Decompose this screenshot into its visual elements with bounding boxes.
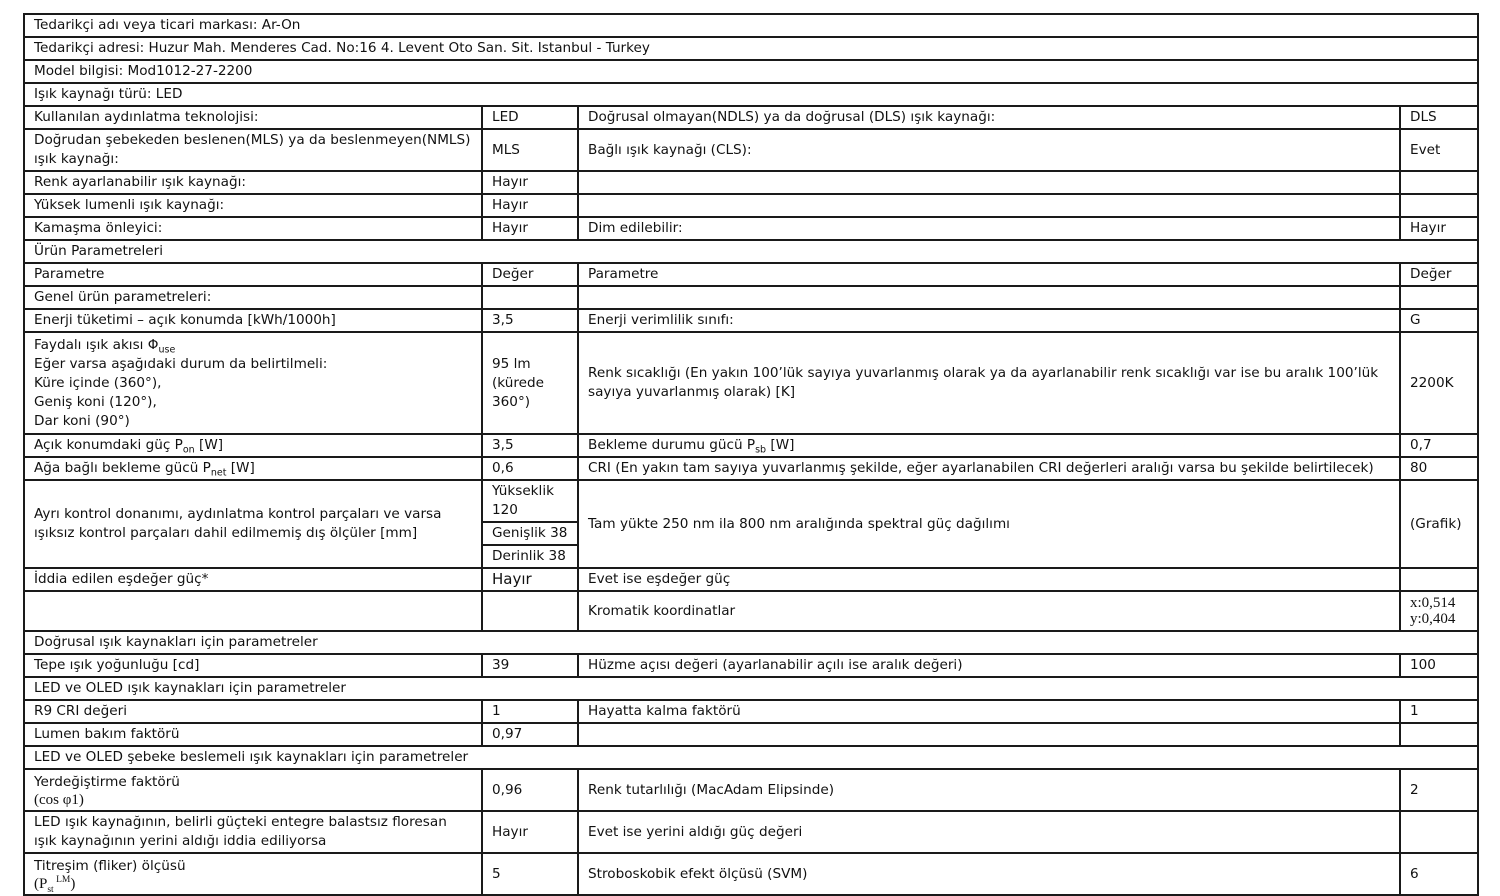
row-energy <box>24 309 1478 332</box>
cell-empty <box>1400 723 1478 746</box>
superscript: LM <box>53 874 71 885</box>
row-anti-glare <box>24 217 1478 240</box>
row-dimensions-height <box>24 480 1478 522</box>
cell-label: Enerji tüketimi – açık konumda [kWh/1000h] <box>24 309 482 332</box>
row-product-params-title <box>24 240 1478 263</box>
cell-value: 0,7 <box>1400 434 1478 457</box>
cell-value: 80 <box>1400 457 1478 480</box>
supplier-address: Tedarikçi adresi: Huzur Mah. Menderes Cad. No:16 4. Levent Oto San. Sit. Istanbul - Turkey <box>24 37 1478 60</box>
cell-label: Ayrı kontrol donanımı, aydınlatma kontrol parçaları ve varsa ışıksız kontrol parçaları dahil edilmemiş dış ölçüler [mm] <box>24 480 482 568</box>
cell-label: CRI (En yakın tam sayıya yuvarlanmış şekilde, eğer ayarlanabilen CRI değerleri aralığı varsa bu şekilde belirtilecek) <box>578 457 1400 480</box>
row-dls-title <box>24 631 1478 654</box>
cell-label: Kamaşma önleyici: <box>24 217 482 240</box>
header-value: Değer <box>482 263 578 286</box>
row-general-title <box>24 286 1478 309</box>
row-technology <box>24 106 1478 129</box>
header-value: Değer <box>1400 263 1478 286</box>
cell-value <box>1400 568 1478 591</box>
cell-empty <box>482 591 578 631</box>
cell-value: Hayır <box>482 811 578 853</box>
formula-text: ) <box>70 875 76 892</box>
label-text: Ağa bağlı bekleme gücü P <box>34 460 211 476</box>
cell-value: DLS <box>1400 106 1478 129</box>
flux-line: Küre içinde (360°), <box>34 374 162 391</box>
cell-label <box>24 853 482 895</box>
row-color-tunable <box>24 171 1478 194</box>
flux-line <box>34 336 472 355</box>
dimension-depth: Derinlik 38 <box>482 545 578 568</box>
section-title: LED ve OLED ışık kaynakları için parametreler <box>24 677 1478 700</box>
label-text: Açık konumdaki güç P <box>34 437 183 453</box>
cell-label: Enerji verimlilik sınıfı: <box>578 309 1400 332</box>
row-net-standby <box>24 457 1478 480</box>
row-cfl-replacement <box>24 811 1478 853</box>
row-high-lumen <box>24 194 1478 217</box>
row-equivalent-power <box>24 568 1478 591</box>
formula-text: (P <box>34 875 48 892</box>
row-light-source-type <box>24 83 1478 106</box>
cell-value: (Grafik) <box>1400 480 1478 568</box>
cell-label <box>24 457 482 480</box>
cell-label: Bağlı ışık kaynağı (CLS): <box>578 129 1400 171</box>
label-text: Yerdeğiştirme faktörü <box>34 773 180 790</box>
section-title: Ürün Parametreleri <box>24 240 1478 263</box>
cell-empty <box>1400 286 1478 309</box>
flux-subscript: use <box>158 344 176 356</box>
subscript: sb <box>755 444 767 456</box>
row-chromaticity <box>24 591 1478 631</box>
cell-label-flux <box>24 332 482 434</box>
row-lumen-maintenance <box>24 723 1478 746</box>
cell-label: İddia edilen eşdeğer güç* <box>24 568 482 591</box>
row-supplier-name <box>24 14 1478 37</box>
cell-value: 1 <box>482 700 578 723</box>
cell-label: Hüzme açısı değeri (ayarlanabilir açılı ise aralık değeri) <box>578 654 1400 677</box>
cell-label: Tepe ışık yoğunluğu [cd] <box>24 654 482 677</box>
cell-value: 3,5 <box>482 309 578 332</box>
chromaticity-y: y:0,404 <box>1410 611 1456 627</box>
row-flux <box>24 332 1478 434</box>
flux-label: Faydalı ışık akısı Φ <box>34 336 159 353</box>
cell-value: 0,6 <box>482 457 578 480</box>
cell-empty <box>1400 171 1478 194</box>
light-source-type: Işık kaynağı türü: LED <box>24 83 1478 106</box>
cell-value: 39 <box>482 654 578 677</box>
cell-value: 0,96 <box>482 769 578 811</box>
cell-label <box>24 769 482 811</box>
cell-label: Yüksek lumenli ışık kaynağı: <box>24 194 482 217</box>
cell-value: LED <box>482 106 578 129</box>
cell-label <box>578 434 1400 457</box>
label-formula: (cos φ1) <box>34 791 84 808</box>
subscript: on <box>182 444 195 456</box>
row-param-header <box>24 263 1478 286</box>
subscript: st <box>47 884 54 895</box>
cell-value: MLS <box>482 129 578 171</box>
product-information-sheet <box>23 13 1479 896</box>
chromaticity-values <box>1400 591 1478 631</box>
label-text: Bekleme durumu gücü P <box>588 437 756 453</box>
cell-empty <box>578 286 1400 309</box>
cell-value: Hayır <box>482 194 578 217</box>
cell-label: Stroboskobik efekt ölçüsü (SVM) <box>578 853 1400 895</box>
cell-label: Kromatik koordinatlar <box>578 591 1400 631</box>
cell-value: Hayır <box>482 217 578 240</box>
supplier-name: Tedarikçi adı veya ticari markası: Ar-On <box>24 14 1478 37</box>
cell-label: LED ışık kaynağının, belirli güçteki entegre balastsız floresan ışık kaynağının yerini aldığı iddia ediliyorsa <box>24 811 482 853</box>
row-flicker <box>24 853 1478 895</box>
section-title: Genel ürün parametreleri: <box>24 286 482 309</box>
flux-line: Dar koni (90°) <box>34 412 130 429</box>
cell-value: 1 <box>1400 700 1478 723</box>
cell-label: R9 CRI değeri <box>24 700 482 723</box>
header-parameter: Parametre <box>24 263 482 286</box>
cell-label: Renk ayarlanabilir ışık kaynağı: <box>24 171 482 194</box>
flux-line: Eğer varsa aşağıdaki durum da belirtilmeli: <box>34 355 328 372</box>
cell-label: Tam yükte 250 nm ila 800 nm aralığında spektral güç dağılımı <box>578 480 1400 568</box>
cell-label: Renk tutarlılığı (MacAdam Elipsinde) <box>578 769 1400 811</box>
cell-value: Hayır <box>482 171 578 194</box>
cell-value: Hayır <box>482 568 578 591</box>
section-title: LED ve OLED şebeke beslemeli ışık kaynakları için parametreler <box>24 746 1478 769</box>
cell-empty <box>578 171 1400 194</box>
cell-label: Kullanılan aydınlatma teknolojisi: <box>24 106 482 129</box>
dimension-height: Yükseklik 120 <box>482 480 578 522</box>
model-info: Model bilgisi: Mod1012-27-2200 <box>24 60 1478 83</box>
cell-value: Evet <box>1400 129 1478 171</box>
dimension-width: Genişlik 38 <box>482 522 578 545</box>
row-led-mains-title <box>24 746 1478 769</box>
cell-label: Evet ise eşdeğer güç <box>578 568 1400 591</box>
row-supplier-address <box>24 37 1478 60</box>
row-led-title <box>24 677 1478 700</box>
flux-line: Geniş koni (120°), <box>34 393 157 410</box>
cell-value: 5 <box>482 853 578 895</box>
label-text: [W] <box>226 460 255 476</box>
cell-value: 3,5 <box>482 434 578 457</box>
cell-label: Renk sıcaklığı (En yakın 100’lük sayıya yuvarlanmış olarak ya da ayarlanabilir renk sıcaklığı var ise bu aralık 100’lük sayıya yuvarlanmış olarak) [K] <box>578 332 1400 434</box>
cell-label: Dim edilebilir: <box>578 217 1400 240</box>
label-text: Titreşim (fliker) ölçüsü <box>34 857 186 874</box>
row-r9 <box>24 700 1478 723</box>
label-text: [W] <box>194 437 224 453</box>
row-mains <box>24 129 1478 171</box>
subscript: net <box>210 467 227 479</box>
cell-value: 6 <box>1400 853 1478 895</box>
cell-empty <box>578 194 1400 217</box>
cell-value: 2200K <box>1400 332 1478 434</box>
cell-value: G <box>1400 309 1478 332</box>
cell-value: Hayır <box>1400 217 1478 240</box>
header-parameter: Parametre <box>578 263 1400 286</box>
cell-empty <box>578 723 1400 746</box>
cell-empty <box>1400 194 1478 217</box>
cell-label: Lumen bakım faktörü <box>24 723 482 746</box>
cell-label: Doğrudan şebekeden beslenen(MLS) ya da beslenmeyen(NMLS) ışık kaynağı: <box>24 129 482 171</box>
cell-value: 2 <box>1400 769 1478 811</box>
chromaticity-x: x:0,514 <box>1410 595 1456 611</box>
row-model <box>24 60 1478 83</box>
row-peak-intensity <box>24 654 1478 677</box>
cell-value: 0,97 <box>482 723 578 746</box>
section-title: Doğrusal ışık kaynakları için parametreler <box>24 631 1478 654</box>
cell-label: Evet ise yerini aldığı güç değeri <box>578 811 1400 853</box>
row-displacement <box>24 769 1478 811</box>
cell-value: 100 <box>1400 654 1478 677</box>
cell-label: Hayatta kalma faktörü <box>578 700 1400 723</box>
label-text: [W] <box>766 437 795 453</box>
cell-value: 95 lm (kürede 360°) <box>482 332 578 434</box>
cell-label: Doğrusal olmayan(NDLS) ya da doğrusal (DLS) ışık kaynağı: <box>578 106 1400 129</box>
cell-value <box>1400 811 1478 853</box>
row-on-power <box>24 434 1478 457</box>
cell-label <box>24 434 482 457</box>
cell-empty <box>24 591 482 631</box>
cell-empty <box>482 286 578 309</box>
